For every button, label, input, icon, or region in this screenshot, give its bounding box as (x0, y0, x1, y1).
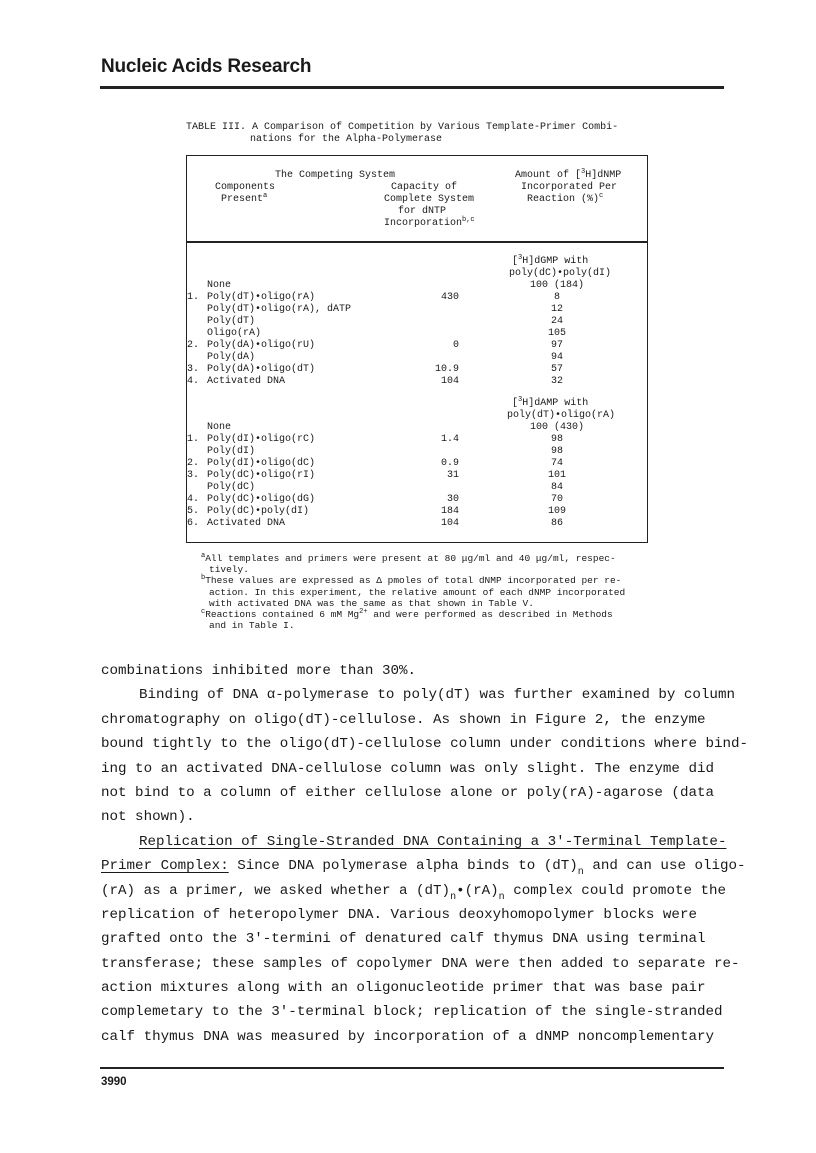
page-number: 3990 (101, 1076, 127, 1088)
footer-rule (100, 1067, 724, 1069)
table-row: 4. Activated DNA 104 32 (187, 376, 563, 387)
table-row: Poly(dC) 84 (207, 482, 563, 493)
footnote-b-cont: action. In this experiment, the relative amount of each dNMP incorporated (209, 586, 626, 598)
body-line: grafted onto the 3'-termini of denatured calf thymus DNA using terminal (101, 931, 706, 948)
footnote-a: $^a$All templates and primers were present at 80 μg/ml and 40 μg/ml, respec- (201, 552, 616, 564)
table-row: 3. Poly(dA)•oligo(dT) 10.9 57 (187, 364, 563, 375)
col-header-capacity-1: Capacity of (391, 182, 458, 193)
body-line: not bind to a column of either cellulose alone or poly(rA)-agarose (data (101, 784, 714, 801)
body-line: combinations inhibited more than 30%. (101, 663, 417, 679)
col-header-capacity-3: for dNTP (398, 206, 447, 217)
table-row: 3. Poly(dC)•oligo(rI) 31 101 (187, 470, 566, 481)
table-row: None 100 (430) (207, 422, 584, 433)
header-divider (187, 241, 647, 243)
table-row: Poly(dT) 24 (207, 316, 563, 327)
col-header-capacity-2: Complete System (384, 194, 475, 205)
journal-title: Nucleic Acids Research (101, 56, 312, 77)
table-row: Oligo(rA) 105 (207, 328, 566, 339)
col-header-capacity-4: Incorporation$^{b,c}$ (384, 216, 475, 229)
footnote-c-cont: and in Table I. (209, 620, 295, 632)
col-header-amount-2: Incorporated Per (521, 182, 618, 193)
table-row: None 100 (184) (207, 280, 584, 291)
table-row: 5. Poly(dC)•poly(dI) 184 109 (187, 506, 566, 517)
body-line: replication of heteropolymer DNA. Various deoxyhomopolymer blocks were (101, 906, 697, 923)
body-line: (rA) as a primer, we asked whether a $(dT)_n•(rA)_n$ complex could promote the (101, 882, 727, 903)
header-rule (100, 86, 724, 89)
col-header-amount-1: Amount of [$^3$H]dNMP (515, 168, 622, 181)
footnote-c: $^c$Reactions contained 6 mM $Mg^{2+}$ and were performed as described in Methods (201, 608, 613, 621)
body-line: not shown). (101, 809, 195, 826)
body-line: Primer Complex: Since DNA polymerase alpha binds to $(dT)_n$ and can use oligo- (101, 858, 746, 879)
table-caption (186, 122, 646, 146)
footnote-a-cont: tively. (209, 564, 249, 576)
col-header-components-1: Components (215, 182, 276, 193)
col-header-competing: The Competing System (275, 170, 396, 181)
table-row: 1. Poly(dI)•oligo(rC) 1.4 98 (187, 434, 563, 445)
table-row: 2. Poly(dA)•oligo(rU) 0 97 (187, 340, 563, 351)
table-row: Poly(dA) 94 (207, 352, 563, 363)
section-heading: Replication of Single-Stranded DNA Containing a 3'-Terminal Template- (139, 833, 727, 850)
body-line: ing to an activated DNA-cellulose column was only slight. The enzyme did (101, 760, 714, 777)
body-line: calf thymus DNA was measured by incorporation of a dNMP noncomplementary (101, 1028, 714, 1045)
section2-substrate-line2: poly(dT)•oligo(rA) (507, 410, 616, 421)
table-row: Poly(dT)•oligo(rA), dATP 12 (207, 304, 563, 315)
body-line: complemetary to the 3'-terminal block; replication of the single-stranded (101, 1004, 723, 1021)
table-footnotes (201, 553, 651, 631)
table-row: 6. Activated DNA 104 86 (187, 518, 563, 529)
col-header-amount-3: Reaction (%)$^c$ (527, 192, 604, 205)
data-table (186, 155, 648, 543)
table-row: Poly(dI) 98 (207, 446, 563, 457)
section1-substrate-line2: poly(dC)•poly(dI) (509, 268, 612, 279)
table-row: 4. Poly(dC)•oligo(dG) 30 70 (187, 494, 563, 505)
body-line: transferase; these samples of copolymer DNA were then added to separate re- (101, 955, 740, 972)
section2-substrate-line1: [$^3$H]dAMP with (512, 396, 589, 409)
table-row: 2. Poly(dI)•oligo(dC) 0.9 74 (187, 458, 563, 469)
table-row: 1. Poly(dT)•oligo(rA) 430 8 (187, 292, 560, 303)
caption-line-1: TABLE III. A Comparison of Competition by Various Template-Primer Combi- (186, 122, 619, 133)
footnote-b: $^b$These values are expressed as Δ pmoles of total dNMP incorporated per re- (201, 574, 622, 587)
footnote-b-cont: with activated DNA was the same as that shown in Table V. (209, 597, 534, 609)
body-line: chromatography on oligo(dT)-cellulose. As shown in Figure 2, the enzyme (101, 711, 706, 728)
caption-line-2: nations for the Alpha-Polymerase (250, 134, 443, 145)
body-line: Binding of DNA α-polymerase to poly(dT) was further examined by column (139, 687, 735, 704)
body-text (101, 659, 749, 1049)
body-line: bound tightly to the oligo(dT)-cellulose column under conditions where bind- (101, 736, 749, 753)
body-line: action mixtures along with an oligonucleotide primer that was base pair (101, 980, 706, 997)
section1-substrate-line1: [$^3$H]dGMP with (512, 254, 589, 267)
col-header-components-2: Present$^a$ (221, 192, 268, 205)
